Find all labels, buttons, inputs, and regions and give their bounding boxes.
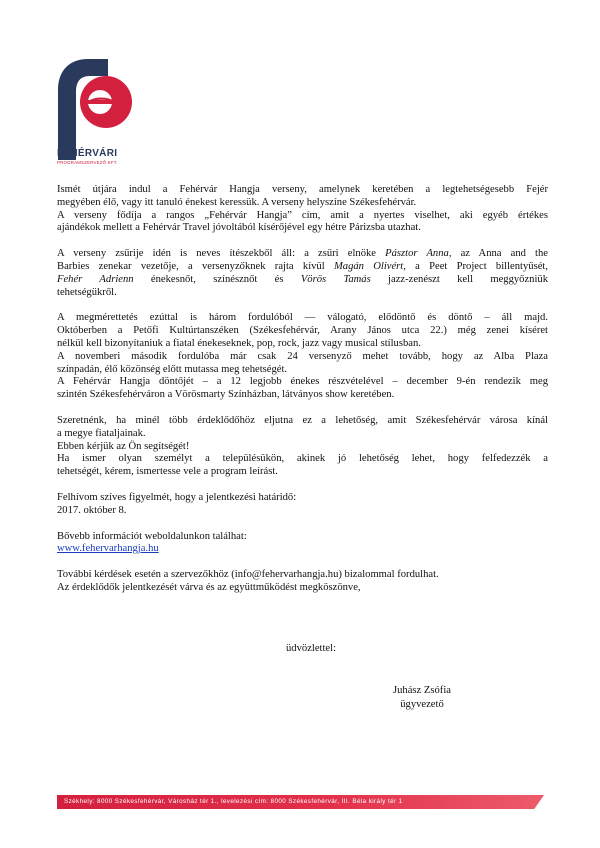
text-line: nélkül kell bizonyítaniuk a fiatal énekeseknek, pop, rock, jazz vagy musical stílusban. bbox=[57, 337, 421, 349]
text-line: Barbies zenekar vezetője, a versenyzőknek rajta kívül Magán Olivért, a Peet Project billentyűsét, bbox=[57, 260, 548, 272]
text-line: Szeretnénk, ha minél több érdeklődőhöz eljutna ez a lehetőség, amit Székesfehérvár városa kínál bbox=[57, 414, 548, 426]
jury-name: Fehér Adrienn bbox=[57, 273, 134, 285]
text-line: Ebben kérjük az Ön segítségét! bbox=[57, 440, 190, 452]
paragraph-website bbox=[57, 531, 548, 557]
signer-name: Juhász Zsófia bbox=[393, 685, 451, 696]
text-line: A Fehérvár Hangja döntőjét – a 12 legjobb énekes részvételével – december 9-én rendezik meg bbox=[57, 376, 548, 388]
paragraph-jury bbox=[57, 248, 548, 299]
deadline-date: 2017. október 8. bbox=[57, 504, 127, 516]
text-line: Fehér Adrienn énekesnőt, színésznőt és Vörös Tamás jazz-zenészt kell meggyőzniük bbox=[57, 273, 548, 285]
paragraph-deadline bbox=[57, 492, 548, 518]
jury-name: Magán Olivért, bbox=[333, 260, 406, 272]
company-logo-subtitle: PROGRAMSZERVEZŐ KFT. bbox=[57, 160, 118, 165]
letter-body bbox=[57, 184, 548, 608]
text-line: tehetségükről. bbox=[57, 286, 117, 298]
text-line: Októberben a Petőfi Kultúrtanszéken (Székesfehérvár, Arany János utca 22.) még zenei kíséret bbox=[57, 325, 548, 337]
signer-title: ügyvezető bbox=[400, 699, 444, 710]
footer-address: Székhely: 8000 Székesfehérvár, Városház tér 1., levelezési cím: 8000 Székesfehérvár, III. Béla király tér 1 bbox=[64, 798, 403, 805]
text-line: a megye fiataljainak. bbox=[57, 427, 146, 439]
text-line: A verseny fődíja a rangos „Fehérvár Hangja” cím, amit a nyertes viselhet, aki egyéb értékes bbox=[57, 209, 548, 221]
jury-name: Pásztor Anna, bbox=[385, 248, 452, 260]
text-line: ajándékok mellett a Fehérvár Travel jóvoltából kísérőjével egy hétre Párizsba utazhat. bbox=[57, 222, 421, 234]
paragraph-contact bbox=[57, 569, 548, 595]
text-line: Ha ismer olyan személyt a településükön, akinek jó lehetőség lehet, hogy felfedezzék a bbox=[57, 453, 548, 465]
text-line: tehetségét, kérem, ismertesse vele a program leírást. bbox=[57, 466, 278, 478]
text-line: A novemberi második fordulóba már csak 24 versenyző mehet tovább, hogy az Alba Plaza bbox=[57, 350, 548, 362]
text-line: A verseny zsűrije idén is neves ítészekből áll: a zsűri elnöke Pásztor Anna, az Anna and the bbox=[57, 248, 548, 260]
text-line: színpadán, élő közönség előtt mutassa meg tehetségét. bbox=[57, 363, 288, 375]
website-link[interactable]: www.fehervarhangja.hu bbox=[57, 543, 159, 555]
jury-name: Vörös Tamás bbox=[300, 273, 371, 285]
text-line: Bővebb információt weboldalunkon találhat: bbox=[57, 530, 247, 542]
text-line: További kérdések esetén a szervezőkhöz (info@fehervarhangja.hu) bizalommal fordulhat. bbox=[57, 569, 439, 581]
text-line: Az érdeklődők jelentkezését várva és az együttműködést megköszönve, bbox=[57, 581, 361, 593]
text-line: megyében élő, vagy itt tanuló énekest keressük. A verseny helyszíne Székesfehérvár. bbox=[57, 196, 417, 208]
company-logo-name: FEHÉRVÁRI bbox=[57, 148, 118, 159]
closing-greeting: üdvözlettel: bbox=[286, 643, 337, 654]
text-line: Ismét útjára indul a Fehérvár Hangja verseny, amelynek keretében a legtehetségesebb Fejér bbox=[57, 184, 548, 195]
paragraph-rounds bbox=[57, 312, 548, 402]
text-line: Felhívom szíves figyelmét, hogy a jelentkezési határidő: bbox=[57, 491, 297, 503]
paragraph-intro bbox=[57, 184, 548, 235]
text-line: A megmérettetés ezúttal is három fordulóból — válogató, elődöntő és döntő – áll majd. bbox=[57, 312, 548, 324]
text-line: szintén Székesfehérváron a Vörösmarty Színházban, látványos show keretében. bbox=[57, 389, 395, 401]
paragraph-request bbox=[57, 415, 548, 479]
signature-block bbox=[382, 684, 462, 712]
